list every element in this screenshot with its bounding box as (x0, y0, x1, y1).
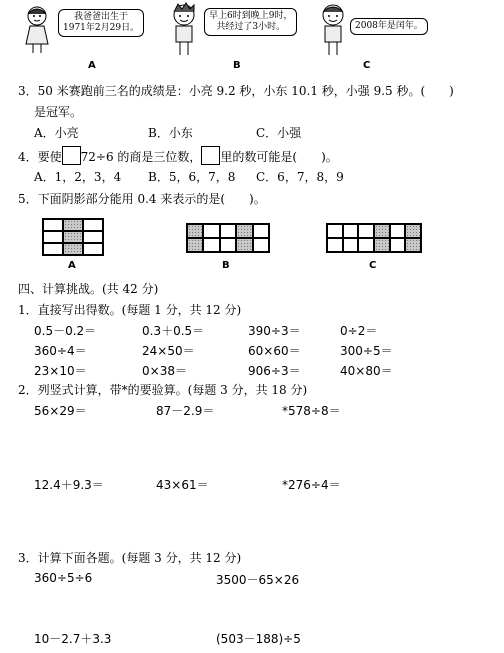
q3-line1: 3．50 米赛跑前三名的成绩是：小亮 9.2 秒，小东 10.1 秒，小强 9.5 秒。( ) (18, 84, 454, 98)
p3-problem: 3500－65×26 (216, 573, 300, 587)
p1-problem: 390÷3＝ (248, 324, 301, 338)
q3-line2: 是冠军。 (34, 105, 83, 119)
p1-problem: 23×10＝ (34, 364, 87, 378)
p1-problem: 300÷5＝ (340, 344, 393, 358)
p2-title: 2．列竖式计算，带*的要验算。(每题 3 分，共 18 分) (18, 383, 308, 397)
q5-label-c: C (369, 260, 377, 271)
p2-problem: 56×29＝ (34, 404, 87, 418)
q4-prefix: 4．要使 (18, 150, 62, 164)
q5-figure-c (326, 223, 422, 253)
q3-option-c: C．小强 (256, 126, 302, 140)
p1-problem: 24×50＝ (142, 344, 195, 358)
q5-figure-b (186, 223, 270, 253)
option-b-letter: B (233, 60, 241, 71)
option-a-letter: A (88, 60, 96, 71)
p2-problem: *276÷4＝ (282, 478, 341, 492)
q5-label-a: A (68, 260, 76, 271)
option-b-bubble-line1: 早上6时到晚上9时， (209, 11, 293, 21)
p1-problem: 0÷2＝ (340, 324, 378, 338)
p3-problem: 360÷5÷6 (34, 571, 93, 585)
q4-blank-box (62, 146, 81, 165)
q3-option-b: B．小东 (148, 126, 193, 140)
q4-line (18, 146, 338, 165)
q4-option-c: C．6，7，8，9 (256, 170, 344, 184)
p3-problem: 10－2.7＋3.3 (34, 632, 112, 646)
q4-middle: 72÷6 的商是三位数， (80, 150, 202, 164)
option-b-bubble-line2: 共经过了3小时。 (216, 22, 286, 32)
p2-problem: *578÷8＝ (282, 404, 341, 418)
q4-option-a: A．1，2，3，4 (34, 170, 122, 184)
p3-problem: (503－188)÷5 (216, 632, 301, 646)
option-a-bubble-line1: 我爸爸出生于 (74, 12, 129, 22)
q4-blank-box (201, 146, 220, 165)
p1-problem: 0.3＋0.5＝ (142, 324, 205, 338)
p2-problem: 87－2.9＝ (156, 404, 215, 418)
boy-icon (168, 2, 200, 56)
option-a-bubble-line2: 1971年2月29日。 (63, 23, 140, 33)
q4-option-b: B．5，6，7，8 (148, 170, 236, 184)
p1-problem: 40×80＝ (340, 364, 393, 378)
q4-suffix: 里的数可能是( )。 (220, 150, 338, 164)
q5-label-b: B (222, 260, 230, 271)
boy-icon (318, 2, 348, 56)
p1-problem: 360÷4＝ (34, 344, 87, 358)
section4-title: 四、计算挑战。(共 42 分) (18, 282, 159, 296)
p2-problem: 43×61＝ (156, 478, 209, 492)
girl-icon (22, 4, 52, 54)
p1-problem: 0×38＝ (142, 364, 187, 378)
p1-problem: 0.5－0.2＝ (34, 324, 97, 338)
q5-figure-a (42, 218, 104, 256)
p1-title: 1．直接写出得数。(每题 1 分，共 12 分) (18, 303, 242, 317)
p1-problem: 60×60＝ (248, 344, 301, 358)
q3-option-a: A．小亮 (34, 126, 79, 140)
q5-text: 5．下面阴影部分能用 0.4 来表示的是( )。 (18, 192, 266, 206)
p3-title: 3．计算下面各题。(每题 3 分，共 12 分) (18, 551, 242, 565)
p1-problem: 906÷3＝ (248, 364, 301, 378)
option-c-bubble-line1: 2008年是闰年。 (355, 21, 423, 31)
option-c-letter: C (363, 60, 371, 71)
p2-problem: 12.4＋9.3＝ (34, 478, 104, 492)
